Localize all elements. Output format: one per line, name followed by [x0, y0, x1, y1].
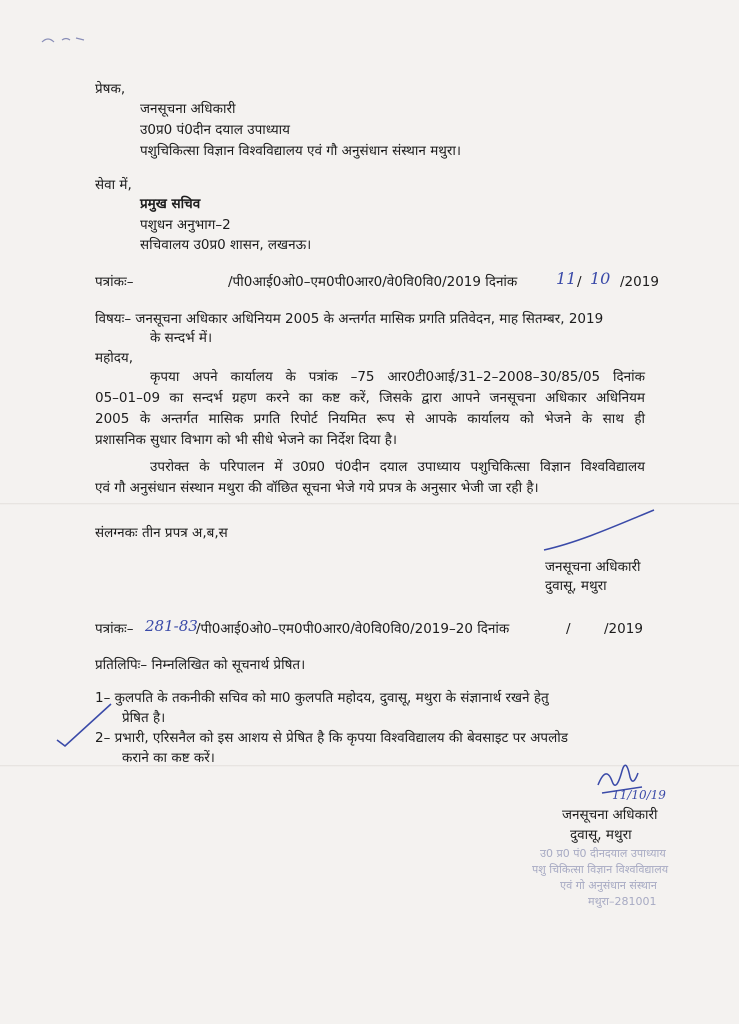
signature-line: जनसूचना अधिकारी	[562, 807, 658, 823]
body-line: प्रशासनिक सुधार विभाग को भी सीधे भेजने का निर्देश दिया है।	[95, 432, 398, 448]
copy-heading: प्रतिलिपिः– निम्नलिखित को सूचनार्थ प्रेषित।	[95, 657, 306, 673]
recipient-line: पशुधन अनुभाग–2	[140, 217, 231, 233]
signature-line: दुवासू, मथुरा	[545, 578, 607, 594]
office-stamp-line: उ0 प्र0 पं0 दीनदयाल उपाध्याय	[540, 847, 666, 860]
reference-month: 10	[590, 269, 611, 288]
office-stamp-line: एवं गो अनुसंधान संस्थान	[560, 879, 657, 892]
sender-line: उ0प्र0 पं0दीन दयाल उपाध्याय	[140, 122, 290, 138]
body-line: उपरोक्त के परिपालन में उ0प्र0 पं0दीन दयाल उपाध्याय पशुचिकित्सा विज्ञान विश्वविद्यालय	[150, 459, 645, 475]
recipient-label: सेवा में,	[95, 177, 132, 193]
reference-year: /2019	[604, 621, 643, 637]
fold-line	[0, 503, 739, 505]
reference-number: /पी0आई0ओ0–एम0पी0आर0/वे0वि0वि0/2019–20 दिनांक	[196, 621, 510, 637]
subject-line: विषयः– जनसूचना अधिकार अधिनियम 2005 के अन्तर्गत मासिक प्रगति प्रतिवेदन, माह सितम्बर, 2019	[95, 311, 604, 327]
enclosure-note: संलग्नकः तीन प्रपत्र अ,ब,स	[95, 525, 228, 541]
body-line: 05–01–09 का सन्दर्भ ग्रहण करने का कष्ट करें, जिसके द्वारा आपने जनसूचना अधिकार अधिनियम	[95, 390, 645, 406]
signature-date: 11/10/19	[612, 788, 666, 802]
recipient-line: सचिवालय उ0प्र0 शासन, लखनऊ।	[140, 237, 312, 253]
copy-item: प्रेषित है।	[122, 710, 166, 726]
reference-day: 11	[556, 269, 577, 288]
sender-line: पशुचिकित्सा विज्ञान विश्वविद्यालय एवं गौ अनुसंधान संस्थान मथुरा।	[140, 143, 462, 159]
office-stamp-line: पशु चिकित्सा विज्ञान विश्वविद्यालय	[532, 863, 669, 876]
office-stamp-line: मथुरा–281001	[588, 895, 657, 908]
reference-number: /पी0आई0ओ0–एम0पी0आर0/वे0वि0वि0/2019 दिनांक	[228, 274, 518, 290]
reference-slash: /	[577, 274, 582, 290]
reference-label: पत्रांकः–	[95, 274, 134, 290]
signature-line: दुवासू, मथुरा	[570, 827, 632, 843]
recipient-line: प्रमुख सचिव	[140, 196, 201, 212]
body-line: 2005 के अन्तर्गत मासिक प्रगति रिपोर्ट नियमित रूप से आपके कार्यालय को भेजने के साथ ही	[95, 411, 645, 427]
copy-item: कराने का कष्ट करें।	[122, 750, 215, 766]
sender-line: जनसूचना अधिकारी	[140, 101, 236, 117]
signature-line: जनसूचना अधिकारी	[545, 559, 641, 575]
salutation: महोदय,	[95, 350, 134, 366]
checkmark-icon	[55, 700, 115, 750]
sender-label: प्रेषक,	[95, 81, 126, 97]
reference-year: /2019	[620, 274, 659, 290]
body-line: एवं गौ अनुसंधान संस्थान मथुरा की वॉछित सूचना भेजे गये प्रपत्र के अनुसार भेजी जा रही है।	[95, 480, 539, 496]
subject-line: के सन्दर्भ में।	[150, 330, 213, 346]
copy-item: 2– प्रभारी, एरिसनैल को इस आशय से प्रेषित है कि कृपया विश्वविद्यालय की बेवसाइट पर अपलोड	[95, 730, 568, 746]
signature-stroke	[540, 506, 660, 556]
reference-handwritten-number: 281-83	[145, 617, 198, 635]
pen-mark-decoration	[40, 28, 90, 48]
reference-slash: /	[566, 621, 571, 637]
reference-label: पत्रांकः–	[95, 621, 134, 637]
body-line: कृपया अपने कार्यालय के पत्रांक –75 आर0टी0आई/31–2–2008–30/85/05 दिनांक	[150, 369, 645, 385]
copy-item: 1– कुलपति के तकनीकी सचिव को मा0 कुलपति महोदय, दुवासू, मथुरा के संज्ञानार्थ रखने हेतु	[95, 690, 549, 706]
